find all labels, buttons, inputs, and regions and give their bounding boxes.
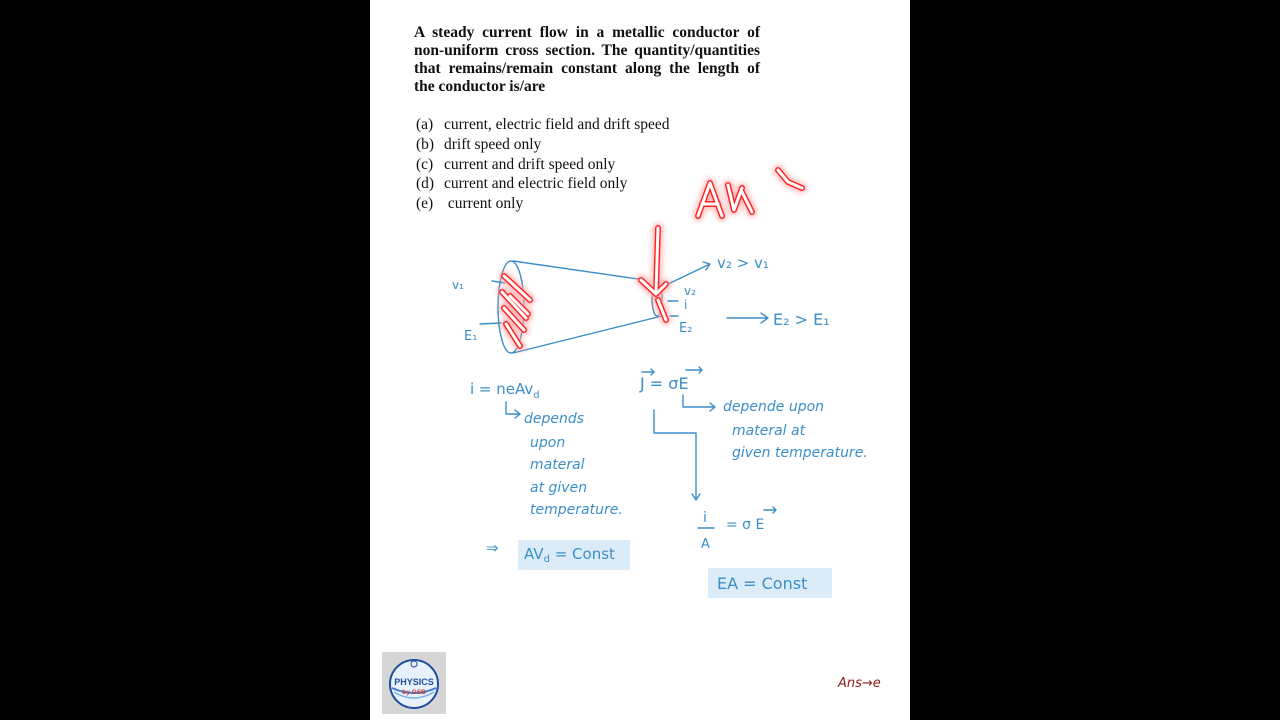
i-over-a-rhs: = σ E — [726, 517, 765, 533]
option-text: current only — [447, 195, 524, 213]
avd-const: $AV_d$ = Const — [524, 545, 615, 565]
v1-arrow — [492, 281, 505, 283]
handwritten-annotations — [370, 0, 910, 720]
depende-arrow — [683, 395, 715, 411]
ea-const: EA = Const — [717, 574, 808, 593]
e2-label: E₂ — [679, 321, 693, 336]
depends-line-1: depends — [524, 411, 585, 427]
e-vector-arrow — [686, 367, 702, 373]
option-text: current, electric field and drift speed — [444, 116, 670, 133]
logo-line-2: by GSB — [402, 689, 426, 696]
option-label: (c) — [416, 155, 434, 173]
question-text: A steady current flow in a metallic conductor of non-uniform cross section. The quantity/quantities that remains/remain constant along the length of the conductor is/are — [414, 24, 760, 95]
document-page — [370, 0, 910, 720]
answer-note: Ans→e — [838, 676, 881, 691]
option-label: (a) — [416, 116, 434, 133]
depends-line-2: upon — [530, 435, 566, 451]
e1-label: E₁ — [464, 329, 478, 344]
current-formula: i = neAv$_d$ — [470, 380, 540, 401]
depende-line-2: materal at — [732, 423, 806, 439]
v2-gt-v1: v₂ > v₁ — [717, 254, 769, 272]
depende-line-1: depende upon — [723, 399, 825, 415]
j-formula: J = σE — [640, 374, 689, 393]
option-label: (b) — [416, 135, 435, 153]
physics-logo-icon — [382, 652, 446, 714]
logo-line-1: PHYSICS — [394, 677, 434, 687]
i-label: i — [684, 298, 688, 312]
conductor-bottom-edge — [513, 316, 662, 353]
option-label: (d) — [416, 175, 435, 193]
e2-gt-arrow — [727, 313, 768, 323]
depends-line-3: materal — [530, 457, 585, 473]
option-label: (e) — [416, 195, 434, 213]
e-vector-arrow-2 — [764, 507, 776, 513]
v2-arrow — [666, 262, 710, 285]
option-text: drift speed only — [444, 135, 542, 153]
implies-sign: ⇒ — [486, 539, 499, 557]
depends-arrow — [506, 402, 520, 418]
derivation-arrow — [654, 410, 700, 500]
option-text: current and drift speed only — [444, 155, 616, 173]
e2-gt-e1: E₂ > E₁ — [773, 310, 830, 329]
conductor-top-edge — [513, 261, 645, 280]
depends-line-4: at given — [530, 480, 588, 496]
v1-label: v₁ — [452, 278, 464, 292]
depends-line-5: temperature. — [530, 502, 623, 518]
e1-arrow — [480, 323, 501, 324]
v2-label: v₂ — [684, 284, 696, 298]
channel-logo — [382, 652, 446, 714]
option-text: current and electric field only — [444, 175, 628, 193]
depende-line-3: given temperature. — [732, 445, 868, 461]
i-over-a-numerator: i — [703, 510, 707, 526]
i-over-a-denominator: A — [701, 537, 710, 552]
